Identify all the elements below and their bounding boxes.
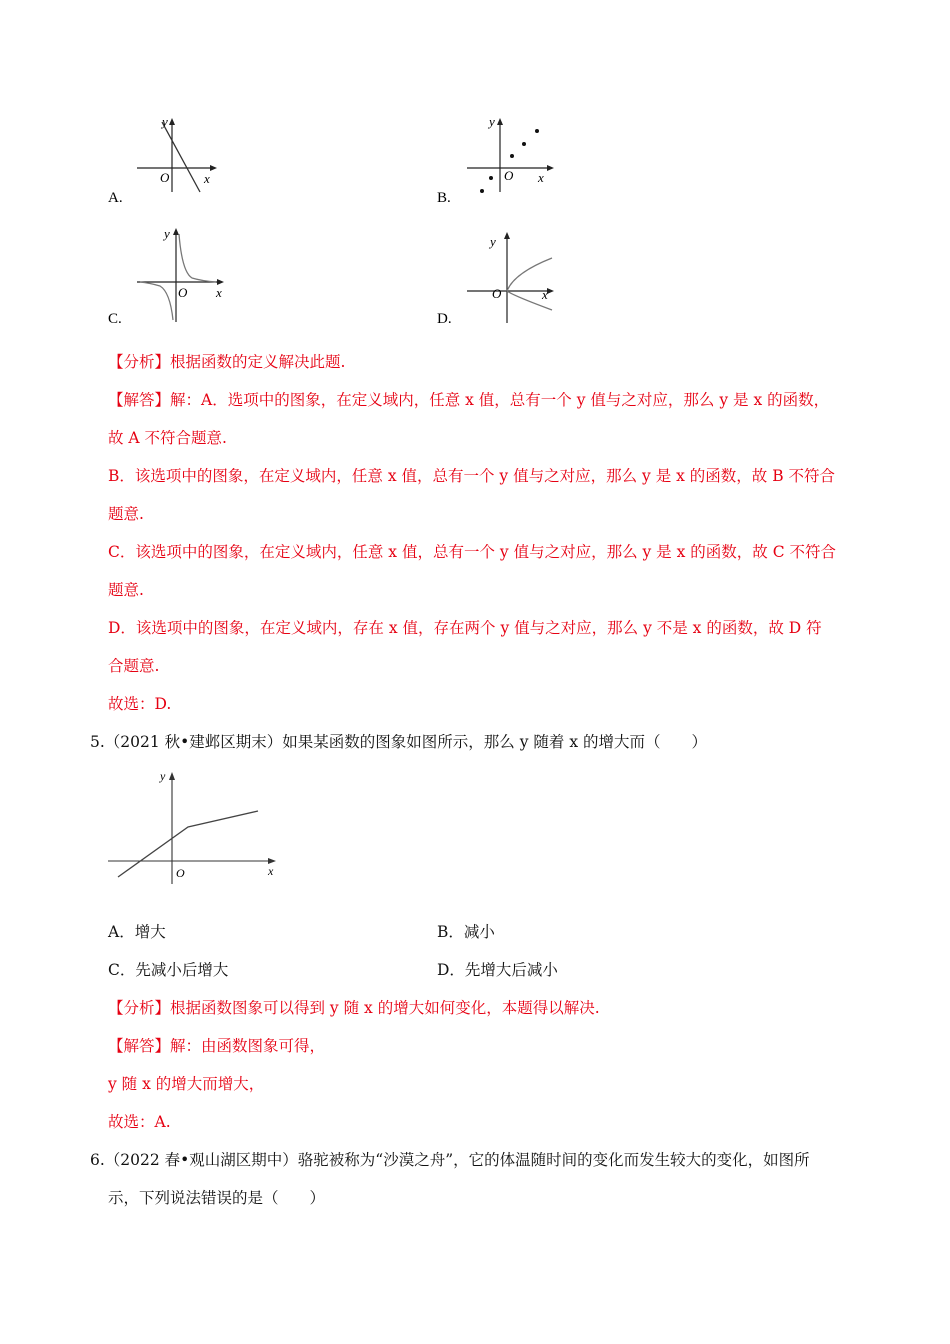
axis-x-label: x xyxy=(204,171,210,186)
q5-solution-line-2: y 随 x 的增大而增大， xyxy=(108,1075,265,1093)
q4-solution-line-7: D．该选项中的图象，在定义域内，存在 x 值，存在两个 y 值与之对应，那么 y 不是 x 的函数，故 D 符 xyxy=(108,619,822,637)
q5-option-a[interactable]: A．增大 xyxy=(108,923,166,941)
q4-option-c-label[interactable]: C. xyxy=(108,311,122,327)
q4-solution-line-6: 题意. xyxy=(108,581,144,599)
origin-label: O xyxy=(160,170,170,185)
q4-option-b-label[interactable]: B. xyxy=(437,190,451,206)
axis-y-label: y xyxy=(164,226,170,241)
q4-solution-line-2: 故 A 不符合题意. xyxy=(108,429,227,447)
axis-x-label: x xyxy=(268,864,274,878)
axis-x-label: x xyxy=(538,170,544,185)
q5-option-b[interactable]: B．减小 xyxy=(437,923,495,941)
axis-y-label: y xyxy=(160,769,166,783)
q4-graph-d xyxy=(462,228,562,332)
q4-solution-line-4: 题意. xyxy=(108,505,144,523)
q4-graph-c xyxy=(132,222,232,331)
q4-graph-a xyxy=(132,112,222,201)
axis-x-label: x xyxy=(216,285,222,300)
axis-y-label: y xyxy=(490,234,496,249)
axis-x-label: x xyxy=(542,287,548,302)
q4-solution-line-1: 【解答】解：A．选项中的图象，在定义域内，任意 x 值，总有一个 y 值与之对应，那么 y 是 x 的函数， xyxy=(108,391,830,409)
q5-graph xyxy=(100,766,290,890)
q4-graph-b xyxy=(462,112,562,201)
q4-analysis: 【分析】根据函数的定义解决此题. xyxy=(108,353,346,371)
q5-solution-line-1: 【解答】解：由函数图象可得， xyxy=(108,1037,326,1055)
origin-label: O xyxy=(176,866,185,880)
q4-solution-line-5: C．该选项中的图象，在定义域内，任意 x 值，总有一个 y 值与之对应，那么 y 是 x 的函数，故 C 不符合 xyxy=(108,543,836,561)
q4-option-d-label[interactable]: D. xyxy=(437,311,452,327)
q5-solution-line-3: 故选：A. xyxy=(108,1113,171,1131)
q5-stem: 5.（2021 秋•建邺区期末）如果某函数的图象如图所示，那么 y 随着 x 的增大而（ ） xyxy=(90,733,708,751)
origin-label: O xyxy=(504,168,514,183)
axis-y-label: y xyxy=(489,114,495,129)
q6-stem-line-2: 示，下列说法错误的是（ ） xyxy=(108,1189,326,1207)
q5-option-d[interactable]: D．先增大后减小 xyxy=(437,961,558,979)
q4-solution-line-3: B．该选项中的图象，在定义域内，任意 x 值，总有一个 y 值与之对应，那么 y 是 x 的函数，故 B 不符合 xyxy=(108,467,836,485)
q6-stem-line-1: 6.（2022 春•观山湖区期中）骆驼被称为“沙漠之舟”，它的体温随时间的变化而发生较大的变化，如图所 xyxy=(90,1151,810,1169)
axis-y-label: y xyxy=(162,114,168,129)
q4-solution-line-9: 故选：D. xyxy=(108,695,172,713)
q4-option-a-label[interactable]: A. xyxy=(108,190,123,206)
origin-label: O xyxy=(492,286,502,301)
q5-analysis: 【分析】根据函数图象可以得到 y 随 x 的增大如何变化，本题得以解决. xyxy=(108,999,600,1017)
q4-solution-line-8: 合题意. xyxy=(108,657,160,675)
q5-option-c[interactable]: C．先减小后增大 xyxy=(108,961,229,979)
origin-label: O xyxy=(178,285,188,300)
